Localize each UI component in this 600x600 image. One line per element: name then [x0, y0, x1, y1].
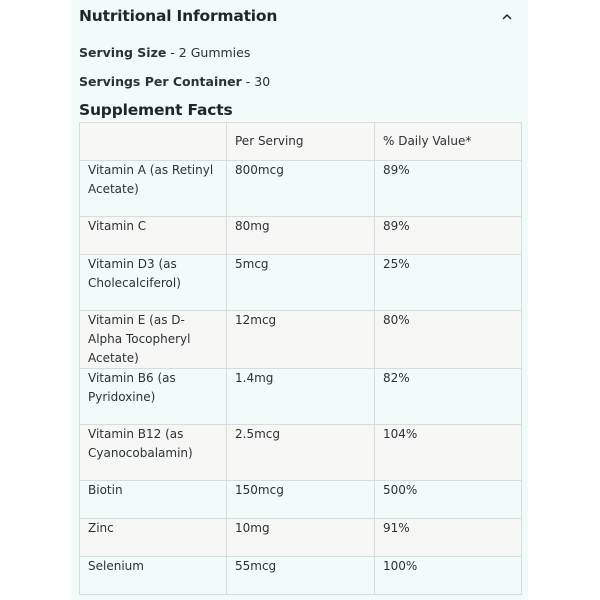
- table-row: [80, 481, 522, 519]
- nutrient-name: Selenium: [80, 557, 227, 595]
- serving-size-label: Serving Size: [79, 45, 167, 60]
- table-row: [80, 311, 522, 369]
- column-header-nutrient: [80, 123, 227, 161]
- nutrient-name: Vitamin B6 (as Pyridoxine): [80, 369, 227, 425]
- daily-value-percent: 91%: [375, 519, 522, 557]
- per-serving-amount: 5mcg: [227, 255, 375, 311]
- daily-value-percent: 100%: [375, 557, 522, 595]
- daily-value-percent: 89%: [375, 161, 522, 217]
- servings-per-container-value: - 30: [241, 74, 271, 89]
- column-header-daily-value: % Daily Value*: [375, 123, 522, 161]
- nutrition-panel: [71, 0, 528, 600]
- table-row: [80, 369, 522, 425]
- nutrient-name: Vitamin B12 (as Cyanocobalamin): [80, 425, 227, 481]
- nutrition-accordion-header[interactable]: [79, 0, 519, 32]
- table-row: [80, 255, 522, 311]
- per-serving-amount: 2.5mcg: [227, 425, 375, 481]
- supplement-facts-title: Supplement Facts: [79, 101, 233, 119]
- table-row: [80, 425, 522, 481]
- per-serving-amount: 150mcg: [227, 481, 375, 519]
- table-row: [80, 217, 522, 255]
- per-serving-amount: 12mcg: [227, 311, 375, 369]
- per-serving-amount: 80mg: [227, 217, 375, 255]
- chevron-up-icon[interactable]: [499, 8, 515, 24]
- per-serving-amount: 55mcg: [227, 557, 375, 595]
- daily-value-percent: 500%: [375, 481, 522, 519]
- servings-per-container-label: Servings Per Container: [79, 74, 242, 89]
- daily-value-percent: 104%: [375, 425, 522, 481]
- daily-value-percent: 89%: [375, 217, 522, 255]
- serving-size: [79, 45, 250, 60]
- nutrient-name: Vitamin E (as D-Alpha Tocopheryl Acetate): [80, 311, 227, 369]
- table-header-row: [80, 123, 522, 161]
- nutrient-name: Zinc: [80, 519, 227, 557]
- column-header-per-serving: Per Serving: [227, 123, 375, 161]
- nutrient-name: Vitamin D3 (as Cholecalciferol): [80, 255, 227, 311]
- daily-value-percent: 80%: [375, 311, 522, 369]
- nutrient-name: Vitamin A (as Retinyl Acetate): [80, 161, 227, 217]
- nutrient-name: Biotin: [80, 481, 227, 519]
- daily-value-percent: 25%: [375, 255, 522, 311]
- daily-value-percent: 82%: [375, 369, 522, 425]
- nutrient-name: Vitamin C: [80, 217, 227, 255]
- serving-size-value: - 2 Gummies: [166, 45, 251, 60]
- table-row: [80, 161, 522, 217]
- per-serving-amount: 1.4mg: [227, 369, 375, 425]
- per-serving-amount: 800mcg: [227, 161, 375, 217]
- supplement-facts-table: [79, 122, 522, 595]
- table-row: [80, 557, 522, 595]
- servings-per-container: [79, 74, 270, 89]
- accordion-title: Nutritional Information: [79, 7, 278, 25]
- per-serving-amount: 10mg: [227, 519, 375, 557]
- table-row: [80, 519, 522, 557]
